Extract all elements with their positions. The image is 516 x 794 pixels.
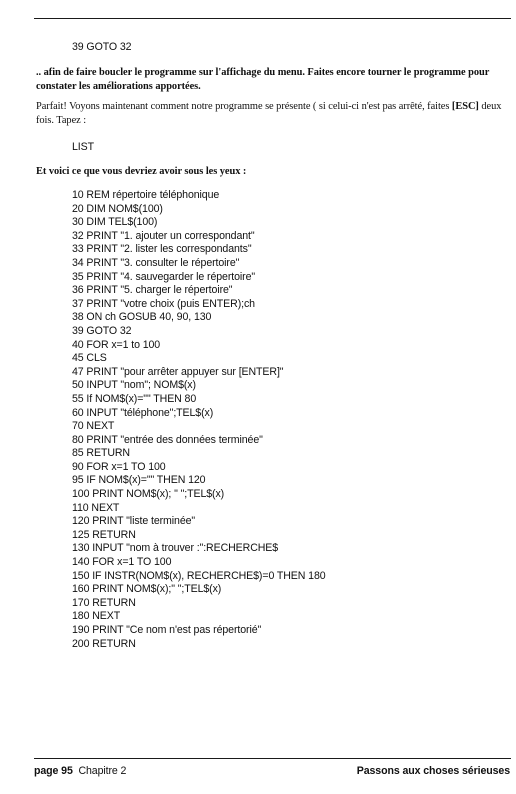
code-line: 35 PRINT "4. sauvegarder le répertoire" — [72, 270, 256, 283]
code-line: 38 ON ch GOSUB 40, 90, 130 — [72, 311, 212, 324]
paragraph-loop-text: .. afin de faire boucler le programme sur l'affichage du menu. Faites encore tourner le programme pour constater les améliorations apportées. — [36, 67, 490, 92]
paragraph-expected-text: Et voici ce que vous devriez avoir sous les yeux : — [36, 166, 247, 177]
code-line: 55 If NOM$(x)="" THEN 80 — [72, 392, 197, 405]
code-line: 20 DIM NOM$(100) — [72, 202, 163, 215]
code-line: 50 INPUT "nom"; NOM$(x) — [72, 379, 196, 392]
code-line: 37 PRINT "votre choix (puis ENTER);ch — [72, 297, 255, 310]
code-line: 170 RETURN — [72, 596, 136, 609]
paragraph-expected-output — [36, 166, 246, 177]
code-line: 34 PRINT "3. consulter le répertoire" — [72, 256, 240, 269]
code-line: 10 REM répertoire téléphonique — [72, 189, 220, 201]
code-line: 39 GOTO 32 — [72, 324, 132, 337]
code-line: 60 INPUT "téléphone";TEL$(x) — [72, 406, 214, 419]
code-line: 33 PRINT "2. lister les correspondants" — [72, 243, 252, 256]
basic-program-listing — [72, 189, 326, 651]
chapter-label: Chapitre 2 — [78, 765, 127, 777]
paragraph-text-after: deux fois. Tapez : — [36, 101, 502, 126]
code-line: 140 FOR x=1 TO 100 — [72, 556, 172, 569]
code-line: 180 NEXT — [72, 610, 121, 623]
code-line: 120 PRINT "liste terminée" — [72, 515, 196, 528]
paragraph-text-before: Parfait! Voyons maintenant comment notre programme se présente ( si celui-ci n'est pas arrêté, faites — [36, 101, 452, 112]
top-rule — [34, 18, 511, 19]
code-line: 150 IF INSTR(NOM$(x), RECHERCHE$)=0 THEN 180 — [72, 569, 326, 582]
code-line: 85 RETURN — [72, 447, 130, 460]
code-goto-line: 39 GOTO 32 — [72, 41, 132, 53]
code-line: 47 PRINT "pour arrêter appuyer sur [ENTER]" — [72, 365, 284, 378]
code-line: 32 PRINT "1. ajouter un correspondant" — [72, 229, 255, 242]
code-line: 110 NEXT — [72, 501, 120, 514]
paragraph-listing-intro — [36, 100, 512, 127]
code-line: 100 PRINT NOM$(x); " ";TEL$(x) — [72, 488, 225, 501]
paragraph-loop-explanation — [36, 66, 512, 93]
bottom-rule — [34, 758, 511, 759]
code-line: 36 PRINT "5. charger le répertoire" — [72, 284, 233, 297]
code-line: 70 NEXT — [72, 420, 115, 433]
code-line: 30 DIM TEL$(100) — [72, 216, 158, 229]
list-command: LIST — [72, 141, 94, 153]
code-line: 160 PRINT NOM$(x);" ";TEL$(x) — [72, 583, 222, 596]
footer-section-title: Passons aux choses sérieuses — [356, 765, 510, 777]
code-line: 40 FOR x=1 to 100 — [72, 338, 161, 351]
footer-page-info — [34, 765, 126, 777]
code-line: 90 FOR x=1 TO 100 — [72, 460, 166, 473]
esc-key-label: [ESC] — [451, 101, 479, 112]
code-line: 95 IF NOM$(x)="" THEN 120 — [72, 474, 206, 487]
code-line: 45 CLS — [72, 352, 107, 365]
code-line: 200 RETURN — [72, 637, 136, 650]
code-line: 125 RETURN — [72, 528, 136, 541]
code-line: 130 INPUT "nom à trouver :":RECHERCHE$ — [72, 542, 279, 555]
code-line: 190 PRINT "Ce nom n'est pas répertorié" — [72, 624, 262, 636]
code-line: 80 PRINT "entrée des données terminée" — [72, 433, 263, 446]
page-number: page 95 — [34, 765, 73, 777]
